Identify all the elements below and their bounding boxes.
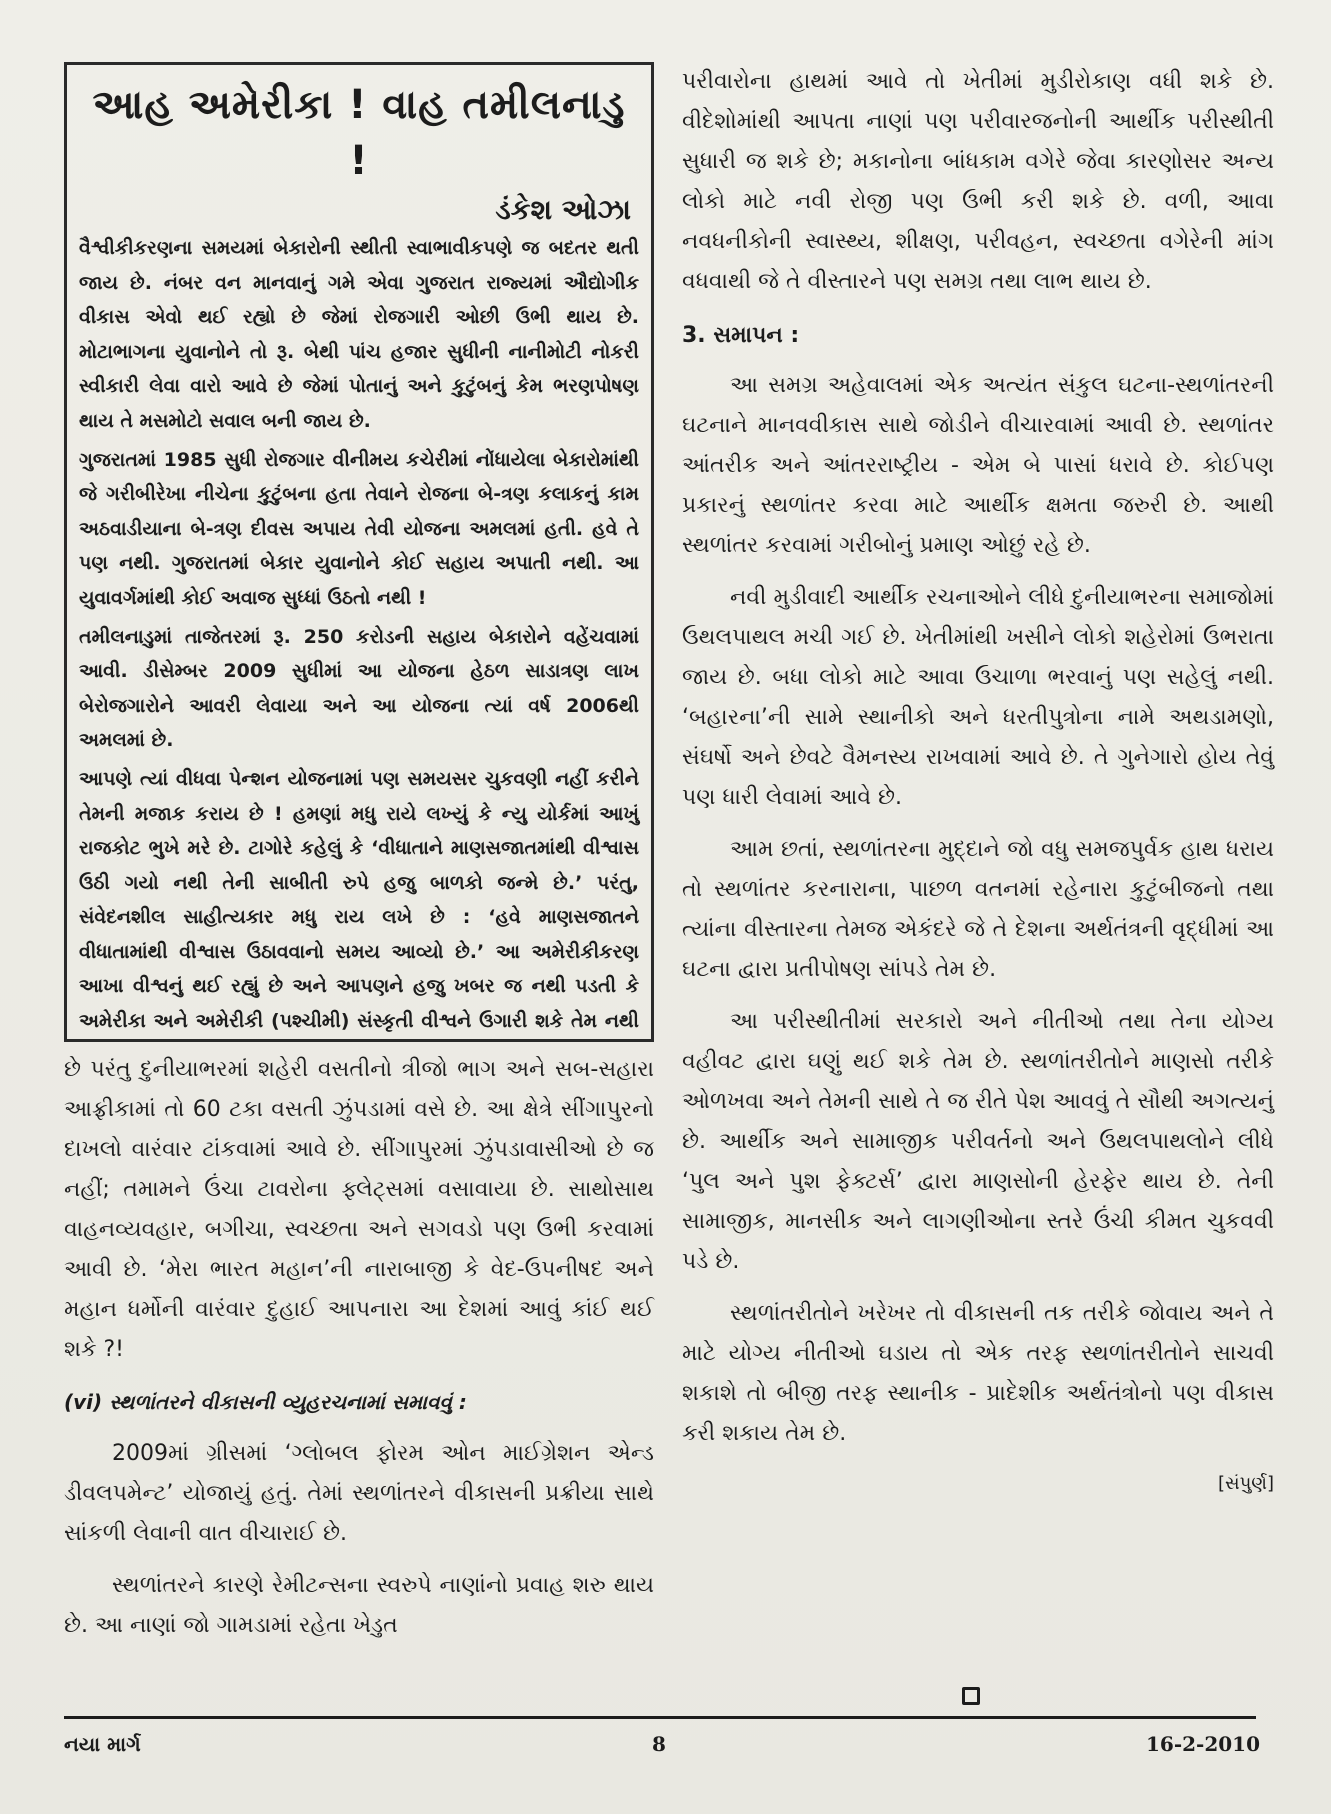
body-paragraph: છે પરંતુ દુનીયાભરમાં શહેરી વસતીનો ત્રીજો ભાગ અને સબ-સહારા આફ્રીકામાં તો 60 ટકા વસતી ઝુંપડામાં વસે છે. આ ક્ષેત્રે સીંગાપુરનો દાખલો વારંવાર ટાંકવામાં આવે છે. સીંગાપુરમાં ઝુંપડાવાસીઓ છે જ નહીં; તમામને ઉંચા ટાવરોના ફ્લેટ્સમાં વસાવાયા છે. સાથોસાથ વાહનવ્યવહાર, બગીચા, સ્વચ્છતા અને સગવડો પણ ઉભી કરવામાં આવી છે. ‘મેરા ભારત મહાન’ની નારાબાજી કે વેદ-ઉપનીષદ અને મહાન ધર્મોની વારંવાર દુહાઈ આપનારા આ દેશમાં આવું કાંઈ થઈ શકે ?! xyxy=(64,1057,654,1362)
boxed-article-author: ડંકેશ ઓઝા xyxy=(495,193,631,226)
body-paragraph: નવી મુડીવાદી આર્થીક રચનાઓને લીધે દુનીયાભરના સમાજોમાં ઉથલપાથલ મચી ગઈ છે. ખેતીમાંથી ખસીને લોકો શહેરોમાં ઉભરાતા જાય છે. બધા લોકો માટે આવા ઉચાળા ભરવાનું પણ સહેલું નથી. ‘બહારના’ની સામે સ્થાનીકો અને ધરતીપુત્રોના નામે અથડામણો, સંઘર્ષો અને છેવટે વૈમનસ્ય રાખવામાં આવે છે. તે ગુનેગારો હોય તેવું પણ ધારી લેવામાં આવે છે. xyxy=(682,585,1274,810)
left-column xyxy=(64,62,654,1646)
body-paragraph: સ્થળાંતરને કારણે રેમીટન્સના સ્વરુપે નાણાંનો પ્રવાહ શરુ થાય છે. આ નાણાં જો ગામડામાં રહેતા ખેડુત xyxy=(64,1573,654,1638)
end-square-icon xyxy=(962,1687,980,1705)
footer-divider xyxy=(64,1716,1256,1719)
body-paragraph: સ્થળાંતરીતોને ખરેખર તો વીકાસની તક તરીકે જોવાય અને તે માટે યોગ્ય નીતીઓ ઘડાય તો એક તરફ સ્થળાંતરીતોને સાચવી શકાશે તો બીજી તરફ સ્થાનીક - પ્રાદેશીક અર્થતંત્રોનો પણ વીકાસ કરી શકાય તેમ છે. xyxy=(682,1301,1274,1446)
subsection-heading: (vi) સ્થળાંતરને વીકાસની વ્યુહરચનામાં સમાવવું : xyxy=(64,1390,467,1414)
body-paragraph: આમ છતાં, સ્થળાંતરના મુદ્દાને જો વધુ સમજપુર્વક હાથ ધરાય તો સ્થળાંતર કરનારાના, પાછળ વતનમાં રહેનારા કુટુંબીજનો તથા ત્યાંના વીસ્તારના તેમજ એકંદરે જે તે દેશના અર્થતંત્રની વૃદ્ધીમાં આ ઘટના દ્વારા પ્રતીપોષણ સાંપડે તેમ છે. xyxy=(682,837,1274,982)
boxed-paragraph: તમીલનાડુમાં તાજેતરમાં રૂ. 250 કરોડની સહાય બેકારોને વહેંચવામાં આવી. ડીસેમ્બર 2009 સુધીમાં આ યોજના હેઠળ સાડાત્રણ લાખ બેરોજગારોને આવરી લેવાયા અને આ યોજના ત્યાં વર્ષ 2006થી અમલમાં છે. xyxy=(79,625,639,752)
body-paragraph: આ સમગ્ર અહેવાલમાં એક અત્યંત સંકુલ ઘટના-સ્થળાંતરની ઘટનાને માનવવીકાસ સાથે જોડીને વીચારવામાં આવી છે. સ્થળાંતર આંતરીક અને આંતરરાષ્ટ્રીય - એમ બે પાસાં ધરાવે છે. કોઈપણ પ્રકારનું સ્થળાંતર કરવા માટે આર્થીક ક્ષમતા જરુરી છે. આથી સ્થળાંતર કરવામાં ગરીબોનું પ્રમાણ ઓછું રહે છે. xyxy=(682,373,1274,558)
body-paragraph: પરીવારોના હાથમાં આવે તો ખેતીમાં મુડીરોકાણ વધી શકે છે. વીદેશોમાંથી આપતા નાણાં પણ પરીવારજનોની આર્થીક પરીસ્થીતી સુધારી જ શકે છે; મકાનોના બાંધકામ વગેરે જેવા કારણોસર અન્ય લોકો માટે નવી રોજી પણ ઉભી કરી શકે છે. વળી, આવા નવધનીકોની સ્વાસ્થ્ય, શીક્ષણ, પરીવહન, સ્વચ્છતા વગેરેની માંગ વધવાથી જે તે વીસ્તારને પણ સમગ્ર તથા લાભ થાય છે. xyxy=(682,69,1274,294)
boxed-paragraph: આપણે ત્યાં વીધવા પેન્શન યોજનામાં પણ સમયસર ચુકવણી નહીં કરીને તેમની મજાક કરાય છે ! હમણાં મધુ રાયે લખ્યું કે ન્યુ યોર્કમાં આખું રાજકોટ ભુખે મરે છે. ટાગોરે કહેલું કે ‘વીધાતાને માણસજાતમાંથી વીશ્વાસ ઉઠી ગયો નથી તેની સાબીતી રુપે હજુ બાળકો જન્મે છે.’ પરંતુ, સંવેદનશીલ સાહીત્યકાર મધુ રાય લખે છે : ‘હવે માણસજાતને વીધાતામાંથી વીશ્વાસ ઉઠાવવાનો સમય આવ્યો છે.’ આ અમેરીકીકરણ આખા વીશ્વનું થઈ રહ્યું છે અને આપણને હજુ ખબર જ નથી પડતી કે અમેરીકા અને અમેરીકી (પશ્ચીમી) સંસ્કૃતી વીશ્વને ઉગારી શકે તેમ નથી xyxy=(79,767,639,1033)
end-sign: [સંપુર્ણ] xyxy=(1217,1473,1274,1494)
boxed-paragraph: ગુજરાતમાં 1985 સુધી રોજગાર વીનીમય કચેરીમાં નોંધાયેલા બેકારોમાંથી જે ગરીબીરેખા નીચેના કુટુંબના હતા તેવાને રોજના બે-ત્રણ કલાકનું કામ અઠવાડીયાના બે-ત્રણ દીવસ અપાય તેવી યોજના અમલમાં હતી. હવે તે પણ નથી. ગુજરાતમાં બેકાર યુવાનોને કોઈ સહાય અપાતી નથી. આ યુવાવર્ગમાંથી કોઈ અવાજ સુધ્ધાં ઉઠતો નથી ! xyxy=(79,448,639,609)
section-heading: 3. સમાપન : xyxy=(682,323,800,348)
boxed-article-title: આહ અમેરીકા ! વાહ તમીલનાડુ ! xyxy=(92,82,626,184)
body-paragraph: 2009માં ગ્રીસમાં ‘ગ્લોબલ ફોરમ ઓન માઈગ્રેશન એન્ડ ડીવલપમેન્ટ’ યોજાયું હતું. તેમાં સ્થળાંતરને વીકાસની પ્રક્રીયા સાથે સાંકળી લેવાની વાત વીચારાઈ છે. xyxy=(64,1441,654,1546)
footer-page-number: 8 xyxy=(652,1732,666,1756)
body-paragraph: આ પરીસ્થીતીમાં સરકારો અને નીતીઓ તથા તેના યોગ્ય વહીવટ દ્વારા ઘણું થઈ શકે તેમ છે. સ્થળાંતરીતોને માણસો તરીકે ઓળખવા અને તેમની સાથે તે જ રીતે પેશ આવવું તે સૌથી અગત્યનું છે. આર્થીક અને સામાજીક પરીવર્તનો અને ઉથલપાથલોને લીધે ‘પુલ અને પુશ ફેક્ટર્સ’ દ્વારા માણસોની હેરફેર થાય છે. તેની સામાજીક, માનસીક અને લાગણીઓના સ્તરે ઉંચી કીમત ચુકવવી પડે છે. xyxy=(682,1009,1274,1274)
right-column xyxy=(682,62,1274,1504)
footer-magazine-name: નયા માર્ગ xyxy=(64,1732,141,1756)
boxed-article xyxy=(64,62,654,1042)
footer-date: 16-2-2010 xyxy=(1146,1732,1261,1756)
boxed-paragraph: વૈશ્વીકીકરણના સમયમાં બેકારોની સ્થીતી સ્વાભાવીકપણે જ બદતર થતી જાય છે. નંબર વન માનવાનું ગમે એવા ગુજરાત રાજ્યમાં ઔદ્યોગીક વીકાસ એવો થઈ રહ્યો છે જેમાં રોજગારી ઓછી ઉભી થાય છે. મોટાભાગના યુવાનોને તો રૂ. બેથી પાંચ હજાર સુધીની નાનીમોટી નોકરી સ્વીકારી લેવા વારો આવે છે જેમાં પોતાનું અને કુટુંબનું કેમ ભરણપોષણ થાય તે મસમોટો સવાલ બની જાય છે. xyxy=(79,237,639,432)
